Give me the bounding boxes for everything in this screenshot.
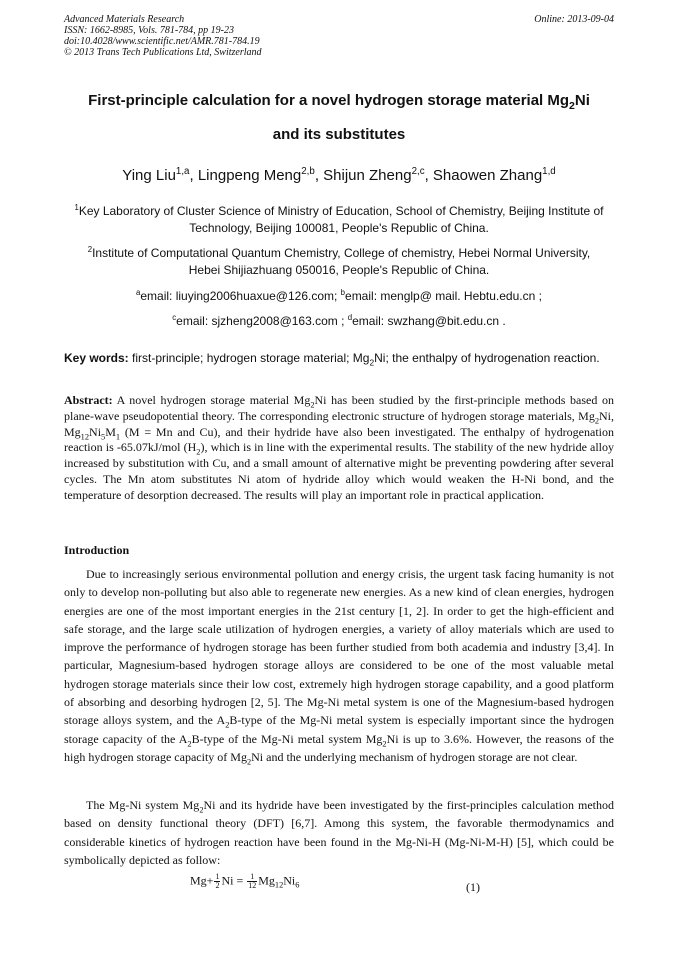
title-subscript: 2 <box>569 100 575 112</box>
subscript: 1 <box>115 431 121 441</box>
subscript: 2 <box>187 739 192 749</box>
author-affil-sup: 1,a <box>175 166 190 177</box>
subscript: 2 <box>246 757 252 767</box>
affiliation-sup: 1 <box>74 203 79 212</box>
email-sup: c <box>172 313 177 322</box>
email-line-2 <box>40 313 638 329</box>
doi-line: doi:10.4028/www.scientific.net/AMR.781-784.19 <box>64 36 260 47</box>
section-heading-introduction: Introduction <box>64 543 130 557</box>
paper-title <box>40 92 638 112</box>
abstract-label: Abstract: <box>64 393 113 407</box>
journal-name: Advanced Materials Research <box>64 14 185 25</box>
paragraph-text: B-type of the Mg-Ni metal system Mg <box>191 731 383 746</box>
subscript: 2 <box>594 416 599 426</box>
subscript: 2 <box>225 720 230 730</box>
journal-header <box>64 14 614 58</box>
subscript: 6 <box>295 880 300 890</box>
equation-term: Mg <box>258 873 275 888</box>
email-sup: b <box>340 288 346 297</box>
paragraph-text: Due to increasingly serious environmental pollution and energy crisis, the urgent task facing humanity is not only to develop non-polluting but also able to regenerate new energies. As a new kind of clean energies, hydrogen energies are one of the most important energies in the 21st century [1, 2]. In order to get the high-efficient and safe storage, and the large scale utilization of hydrogen energies, a variety of alloy materials which are used to improve the performance of hydrogen storage has been further studied from both academia and industry [3,4]. In particular, Magnesium-based hydrogen storage alloys are considered to be one of the most valuable metal hydrogen storage materials since their low cost, extremely high hydrogen storage capability, and a good platform of absorbing and desorbing hydrogen [2, 5]. The Mg-Ni metal system is one of the Magnesium-based hydrogen storage alloys system, and the A <box>64 567 614 728</box>
author-affil-sup: 2,b <box>301 166 315 177</box>
paragraph-text: Ni and its hydride have been investigated by the first-principles calculation method based on density functional theory (DFT) [6,7]. Among this system, the favorable thermodynamics and considerable kinetics of hydrogen reaction have been found in the Mg-Ni-H (Mg-Ni-M-H) [5], which could be symbolically depicted as follow: <box>64 798 614 867</box>
email-address[interactable]: email: menglp@ mail. Hebtu.edu.cn ; <box>345 289 542 303</box>
keywords-label: Key words: <box>64 351 129 365</box>
affiliation-line: Hebei Shijiazhuang 050016, People's Republic of China. <box>188 263 490 277</box>
subscript: 2 <box>196 447 201 457</box>
author-name: Ying Liu <box>122 167 176 184</box>
abstract <box>64 393 614 504</box>
introduction-paragraph-1 <box>64 565 614 766</box>
equation-term: Mg+ <box>190 873 214 888</box>
subscript: 5 <box>101 431 106 441</box>
equation-term: Ni = <box>221 873 244 888</box>
fraction-one-twelfth <box>247 873 257 890</box>
email-sup: a <box>136 288 141 297</box>
paper-title-line2: and its substitutes <box>272 126 406 143</box>
author-affil-sup: 2,c <box>411 166 425 177</box>
keywords <box>64 350 614 367</box>
email-address[interactable]: email: swzhang@bit.edu.cn . <box>352 314 506 328</box>
fraction-denominator: 2 <box>215 881 220 890</box>
abstract-text: Ni <box>89 424 102 439</box>
affiliation-line: Key Laboratory of Cluster Science of Ministry of Education, School of Chemistry, Beijing Institute of <box>78 204 604 218</box>
introduction-paragraph-2 <box>64 796 614 869</box>
title-text-end: Ni <box>574 92 590 109</box>
subscript: 2 <box>382 739 387 749</box>
affiliation-sup: 2 <box>87 245 93 254</box>
paragraph-text: The Mg-Ni system Mg <box>86 798 200 812</box>
fraction-numerator: 1 <box>247 873 257 882</box>
affiliation-2 <box>60 245 618 279</box>
subscript: 12 <box>80 431 90 441</box>
title-text: First-principle calculation for a novel hydrogen storage material Mg <box>88 92 570 109</box>
paragraph-text: Ni and the underlying mechanism of hydrogen storage are not clear. <box>251 749 578 764</box>
issn-line: ISSN: 1662-8985, Vols. 781-784, pp 19-23 <box>64 25 234 36</box>
affiliation-1 <box>60 203 618 237</box>
affiliation-line: Institute of Computational Quantum Chemistry, College of chemistry, Hebei Normal University, <box>92 246 591 260</box>
copyright-line: © 2013 Trans Tech Publications Ltd, Switzerland <box>64 47 262 58</box>
subscript: 2 <box>310 400 315 410</box>
paragraph-text: B-type of the Mg-Ni metal system is especially important since the hydrogen storage capacity of the A <box>64 713 615 746</box>
equation-term: Ni <box>283 873 296 888</box>
author-affil-sup: 1,d <box>542 166 556 177</box>
fraction-one-half <box>214 873 220 890</box>
subscript: 2 <box>199 805 204 815</box>
email-address[interactable]: email: sjzheng2008@163.com ; <box>176 314 348 328</box>
abstract-text: (M = Mn and Cu), and their hydride have also been investigated. The enthalpy of hydrogenation reaction is -65.07kJ/mol (H <box>64 424 614 455</box>
equation-1 <box>190 873 299 890</box>
author-list: Ying Liu$^{1,a}$, Lingpeng Meng$^{2,b}$, Shijun Zheng$^{2,c}$, Shaowen Zhang$^{1,d}$ <box>122 166 556 184</box>
email-address[interactable]: email: liuying2006huaxue@126.com; <box>140 289 341 303</box>
keywords-subscript: 2 <box>369 357 375 368</box>
paragraph-text: Ni is up to 3.6%. However, the reasons of the high hydrogen storage capacity of Mg <box>64 731 615 764</box>
online-date: Online: 2013-09-04 <box>534 14 614 25</box>
affiliation-line: Technology, Beijing 100081, People's Republic of China. <box>189 221 489 235</box>
author-name: Shaowen Zhang <box>432 167 543 184</box>
author-name: Lingpeng Meng <box>197 167 302 184</box>
abstract-text: M <box>105 424 116 439</box>
abstract-text: ), which is in line with the experimental results. The stability of the new hydride alloy increased by substitution with Cu, and a small amount of alternative might be preventing powdering after several cycles. The Mn atom substitutes Ni atom of hydride alloy which would weaken the H-Ni bond, and the temperature of desorption decreased. The results will play an important role in practical application. <box>64 440 614 502</box>
abstract-text: A novel hydrogen storage material Mg <box>112 393 311 407</box>
email-sup: d <box>347 313 353 322</box>
abstract-text: Ni, Mg <box>64 408 614 439</box>
subscript: 12 <box>274 880 284 890</box>
author-name: Shijun Zheng <box>323 167 412 184</box>
keywords-text: Ni; the enthalpy of hydrogenation reaction. <box>374 351 600 365</box>
equation-number: (1) <box>466 880 480 894</box>
keywords-text: first-principle; hydrogen storage material; Mg <box>128 351 370 365</box>
abstract-text: Ni has been studied by the first-principle methods based on plane-wave pseudopotential theory. The corresponding electronic structure of hydrogen storage materials, Mg <box>64 393 615 423</box>
fraction-numerator: 1 <box>215 872 220 881</box>
email-line-1 <box>40 288 638 304</box>
fraction-denominator: 12 <box>248 881 257 890</box>
